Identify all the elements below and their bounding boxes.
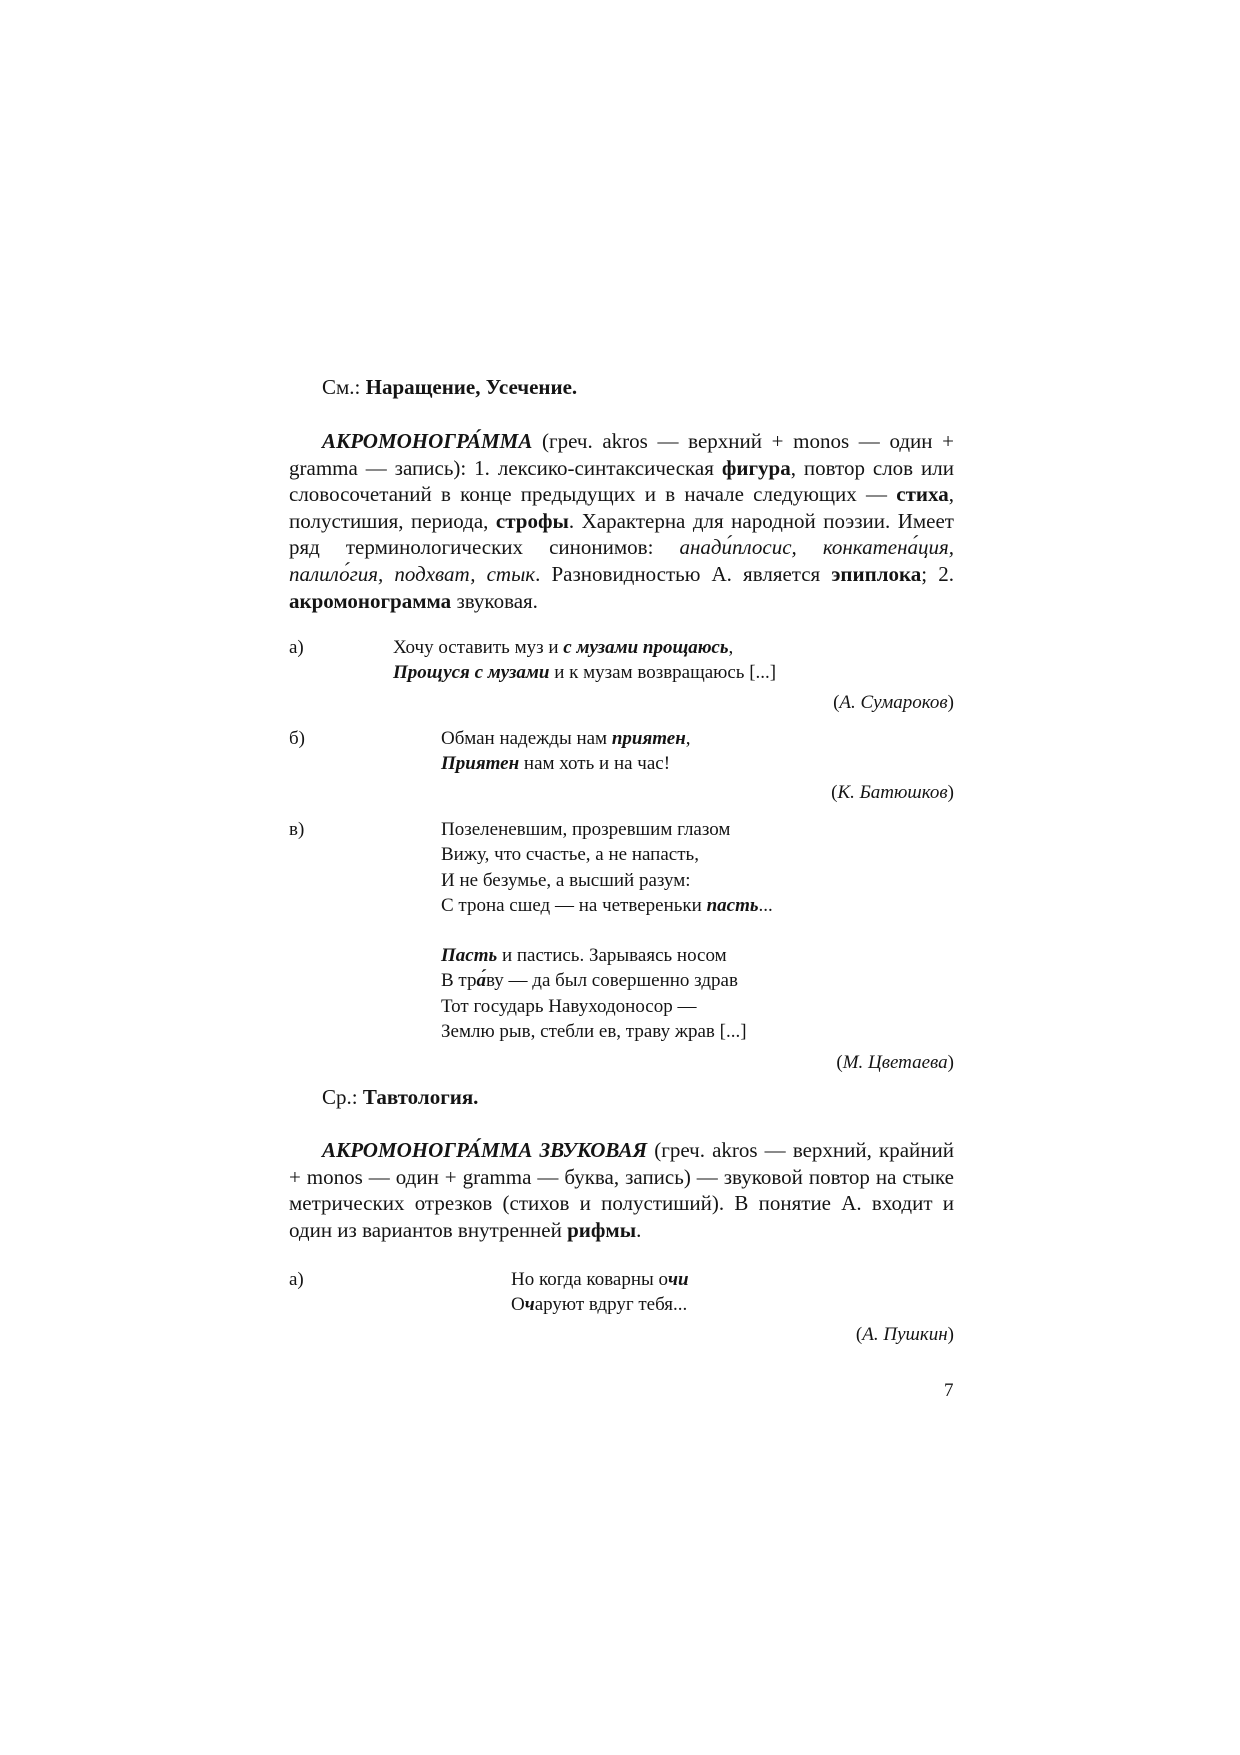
entry-text: (греч. akros — верхний, крайний + monos — один + gramma — буква, запись) — звуковой повтор на стыке метрических отрезков (стихов и полустиший). В понятие А. входит и один из вариантов внутренней bbox=[289, 1138, 955, 1242]
entry-text: , полустишия, периода, bbox=[289, 482, 954, 533]
author: А. Пушкин bbox=[862, 1324, 948, 1345]
example-a2-verse bbox=[511, 1267, 689, 1318]
verse-line: В тра́ву — да был совершенно здрав bbox=[441, 970, 738, 992]
cross-ref-rifma: рифмы bbox=[567, 1217, 637, 1242]
synonyms: анади́плосис, конкатена́ция, палило́гия, подхват, стык bbox=[289, 535, 954, 586]
author: К. Батюшков bbox=[837, 782, 948, 803]
verse-line: И не безумье, а высший разум: bbox=[441, 869, 691, 891]
entry-text: . Разновидностью А. является bbox=[535, 561, 832, 586]
verse-line: Обман надежды нам приятен, bbox=[441, 728, 691, 749]
cross-ref-stikh: стиха bbox=[896, 482, 949, 507]
verse-line: Прощуся с музами и к музам возвращаюсь [...] bbox=[393, 662, 777, 684]
entry-headword: АКРОМОНОГРА́ММА ЗВУКОВАЯ bbox=[322, 1138, 648, 1162]
example-a2-letter: а) bbox=[289, 1269, 304, 1290]
cross-ref-figura: фигура bbox=[721, 455, 791, 480]
entry-text: . bbox=[636, 1217, 642, 1242]
entry-text: , повтор слов или словосочетаний в конце предыдущих и в начале следующих — bbox=[289, 455, 954, 507]
verse-line: Позеленевшим, прозревшим глазом bbox=[441, 819, 731, 840]
example-b-verse bbox=[441, 726, 691, 777]
example-a-verse bbox=[393, 635, 776, 686]
verse-line: Вижу, что счастье, а не напасть, bbox=[441, 844, 699, 866]
see-also-refs: Наращение, Усечение. bbox=[365, 375, 578, 399]
entry-text: . Характерна для народной поэзии. Имеет ряд терминологических синонимов: bbox=[289, 508, 954, 560]
cross-ref-akromonogramma: акромонограмма bbox=[289, 588, 452, 613]
compare-line bbox=[322, 1084, 478, 1111]
verse-line: Хочу оставить муз и с музами прощаюсь, bbox=[393, 637, 734, 658]
example-a2-attribution: (А. Пушкин) bbox=[855, 1324, 954, 1345]
verse-line: С трона сшед — на четвереньки пасть... bbox=[441, 895, 773, 917]
example-a-attribution: (А. Сумароков) bbox=[833, 692, 954, 713]
compare-refs: Тавтология. bbox=[362, 1085, 479, 1109]
example-v-letter: в) bbox=[289, 819, 305, 840]
example-v-stanza-2 bbox=[441, 943, 747, 1045]
verse-line: Очаруют вдруг тебя... bbox=[511, 1294, 688, 1316]
example-b-letter: б) bbox=[289, 728, 305, 749]
entry-text: ; 2. bbox=[921, 561, 954, 586]
cross-ref-epiploka: эпиплока bbox=[831, 561, 922, 586]
example-a-letter: а) bbox=[289, 637, 304, 658]
example-v-stanza-1 bbox=[441, 817, 773, 919]
example-b-attribution: (К. Батюшков) bbox=[831, 782, 954, 803]
verse-line: Тот государь Навуходоносор — bbox=[441, 995, 697, 1017]
author: А. Сумароков bbox=[839, 692, 948, 713]
compare-prefix: Ср.: bbox=[322, 1085, 363, 1109]
entry-akromonogramma-zvukovaya bbox=[289, 1137, 954, 1243]
verse-line: Приятен нам хоть и на час! bbox=[441, 753, 671, 775]
entry-text: звуковая. bbox=[451, 588, 538, 613]
page-number: 7 bbox=[944, 1380, 954, 1401]
see-also-line bbox=[322, 374, 577, 401]
entry-akromonogramma bbox=[289, 428, 954, 614]
verse-line: Землю рыв, стебли ев, траву жрав [...] bbox=[441, 1021, 747, 1043]
entry-text: (греч. akros — верхний + monos — один + gramma — запись): 1. лексико-синтаксическая bbox=[289, 429, 954, 480]
author: М. Цветаева bbox=[842, 1052, 948, 1073]
entry-headword: АКРОМОНОГРА́ММА bbox=[322, 429, 533, 453]
see-also-prefix: См.: bbox=[322, 375, 366, 399]
example-v-attribution: (М. Цветаева) bbox=[836, 1052, 954, 1073]
verse-line: Пасть и пастись. Зарываясь носом bbox=[441, 945, 727, 966]
verse-line: Но когда коварны очи bbox=[511, 1269, 689, 1290]
cross-ref-strofa: строфы bbox=[495, 508, 569, 533]
